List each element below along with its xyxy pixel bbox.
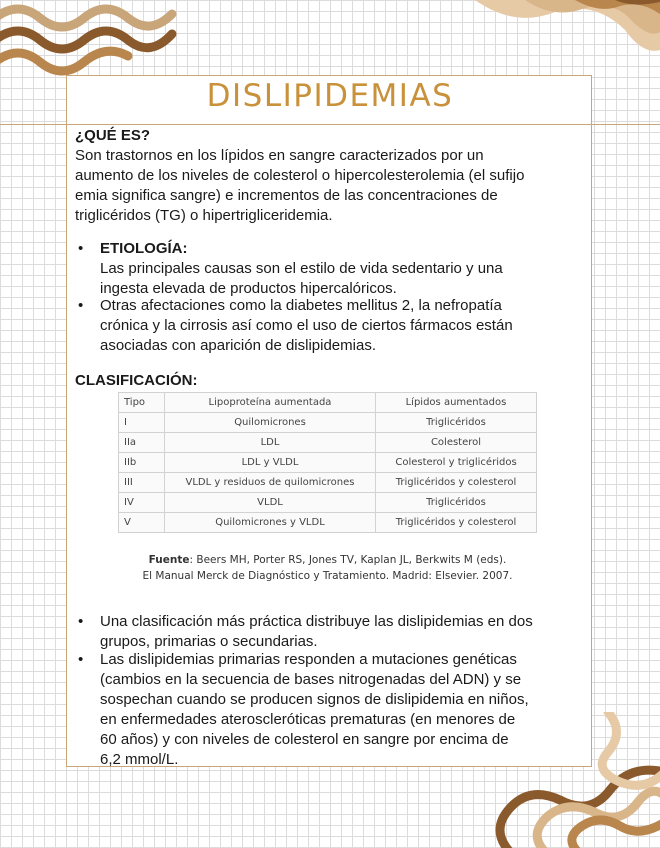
- table-cell: VLDL y residuos de quilomicrones: [165, 473, 376, 493]
- clasificacion-line: Una clasificación más práctica distribuye las dislipidemias en dos: [100, 613, 533, 630]
- table-source-citation: [118, 552, 537, 584]
- clasificacion-line: grupos, primarias o secundarias.: [100, 633, 318, 650]
- source-label: Fuente: [148, 554, 190, 566]
- table-cell: LDL y VLDL: [165, 453, 376, 473]
- table-header-row: [119, 393, 537, 413]
- table-cell: Triglicéridos: [376, 493, 537, 513]
- table-row: [119, 493, 537, 513]
- bullet-icon: •: [78, 613, 84, 630]
- table-cell: V: [119, 513, 165, 533]
- table-row: [119, 413, 537, 433]
- top-left-wave-decoration: [0, 0, 190, 82]
- table-header-cell: Lípidos aumentados: [376, 393, 537, 413]
- etiologia-line: Las principales causas son el estilo de vida sedentario y una: [100, 260, 503, 277]
- que-es-line: triglicéridos (TG) o hipertrigliceridemia.: [75, 207, 333, 224]
- clasificacion-line: en enfermedades ateroscleróticas prematuras (en menores de: [100, 711, 516, 728]
- bullet-icon: •: [78, 240, 84, 257]
- etiologia-heading: ETIOLOGÍA:: [100, 240, 188, 257]
- que-es-line: Son trastornos en los lípidos en sangre caracterizados por un: [75, 147, 484, 164]
- clasificacion-line: (cambios en la secuencia de bases nitrogenadas del ADN) y se: [100, 671, 522, 688]
- clasificacion-line: Las dislipidemias primarias responden a mutaciones genéticas: [100, 651, 517, 668]
- bullet-icon: •: [78, 297, 84, 314]
- etiologia-line: asociadas con aparición de dislipidemias.: [100, 337, 376, 354]
- table-cell: IIa: [119, 433, 165, 453]
- table-cell: IV: [119, 493, 165, 513]
- table-cell: Quilomicrones y VLDL: [165, 513, 376, 533]
- table-header-cell: Lipoproteína aumentada: [165, 393, 376, 413]
- table-row: [119, 473, 537, 493]
- table-cell: I: [119, 413, 165, 433]
- etiologia-line: crónica y la cirrosis así como el uso de ciertos fármacos están: [100, 317, 513, 334]
- que-es-line: emia significa sangre) e incrementos de las concentraciones de: [75, 187, 498, 204]
- bullet-icon: •: [78, 651, 84, 668]
- que-es-heading: ¿QUÉ ES?: [75, 127, 151, 144]
- table-cell: Triglicéridos y colesterol: [376, 473, 537, 493]
- table-cell: Triglicéridos: [376, 413, 537, 433]
- page-title: DISLIPIDEMIAS: [0, 78, 660, 125]
- table-cell: VLDL: [165, 493, 376, 513]
- etiologia-line: ingesta elevada de productos hipercalóricos.: [100, 280, 397, 297]
- table-cell: LDL: [165, 433, 376, 453]
- table-row: [119, 433, 537, 453]
- source-line: El Manual Merck de Diagnóstico y Tratamiento. Madrid: Elsevier. 2007.: [142, 570, 513, 582]
- source-line: : Beers MH, Porter RS, Jones TV, Kaplan JL, Berkwits M (eds).: [189, 554, 507, 566]
- table-header-cell: Tipo: [119, 393, 165, 413]
- table-row: [119, 453, 537, 473]
- clasificacion-line: sospechan cuando se producen signos de dislipidemia en niños,: [100, 691, 529, 708]
- table-cell: Triglicéridos y colesterol: [376, 513, 537, 533]
- table-cell: IIb: [119, 453, 165, 473]
- clasificacion-heading: CLASIFICACIÓN:: [75, 372, 198, 389]
- table-cell: Colesterol y triglicéridos: [376, 453, 537, 473]
- table-row: [119, 513, 537, 533]
- que-es-line: aumento de los niveles de colesterol o hipercolesterolemia (el sufijo: [75, 167, 525, 184]
- clasificacion-line: 60 años) y con niveles de colesterol en sangre por encima de: [100, 731, 509, 748]
- table-cell: III: [119, 473, 165, 493]
- table-cell: Quilomicrones: [165, 413, 376, 433]
- clasificacion-line: 6,2 mmol/L.: [100, 751, 179, 768]
- classification-table: [118, 392, 537, 533]
- etiologia-line: Otras afectaciones como la diabetes mellitus 2, la nefropatía: [100, 297, 502, 314]
- table-cell: Colesterol: [376, 433, 537, 453]
